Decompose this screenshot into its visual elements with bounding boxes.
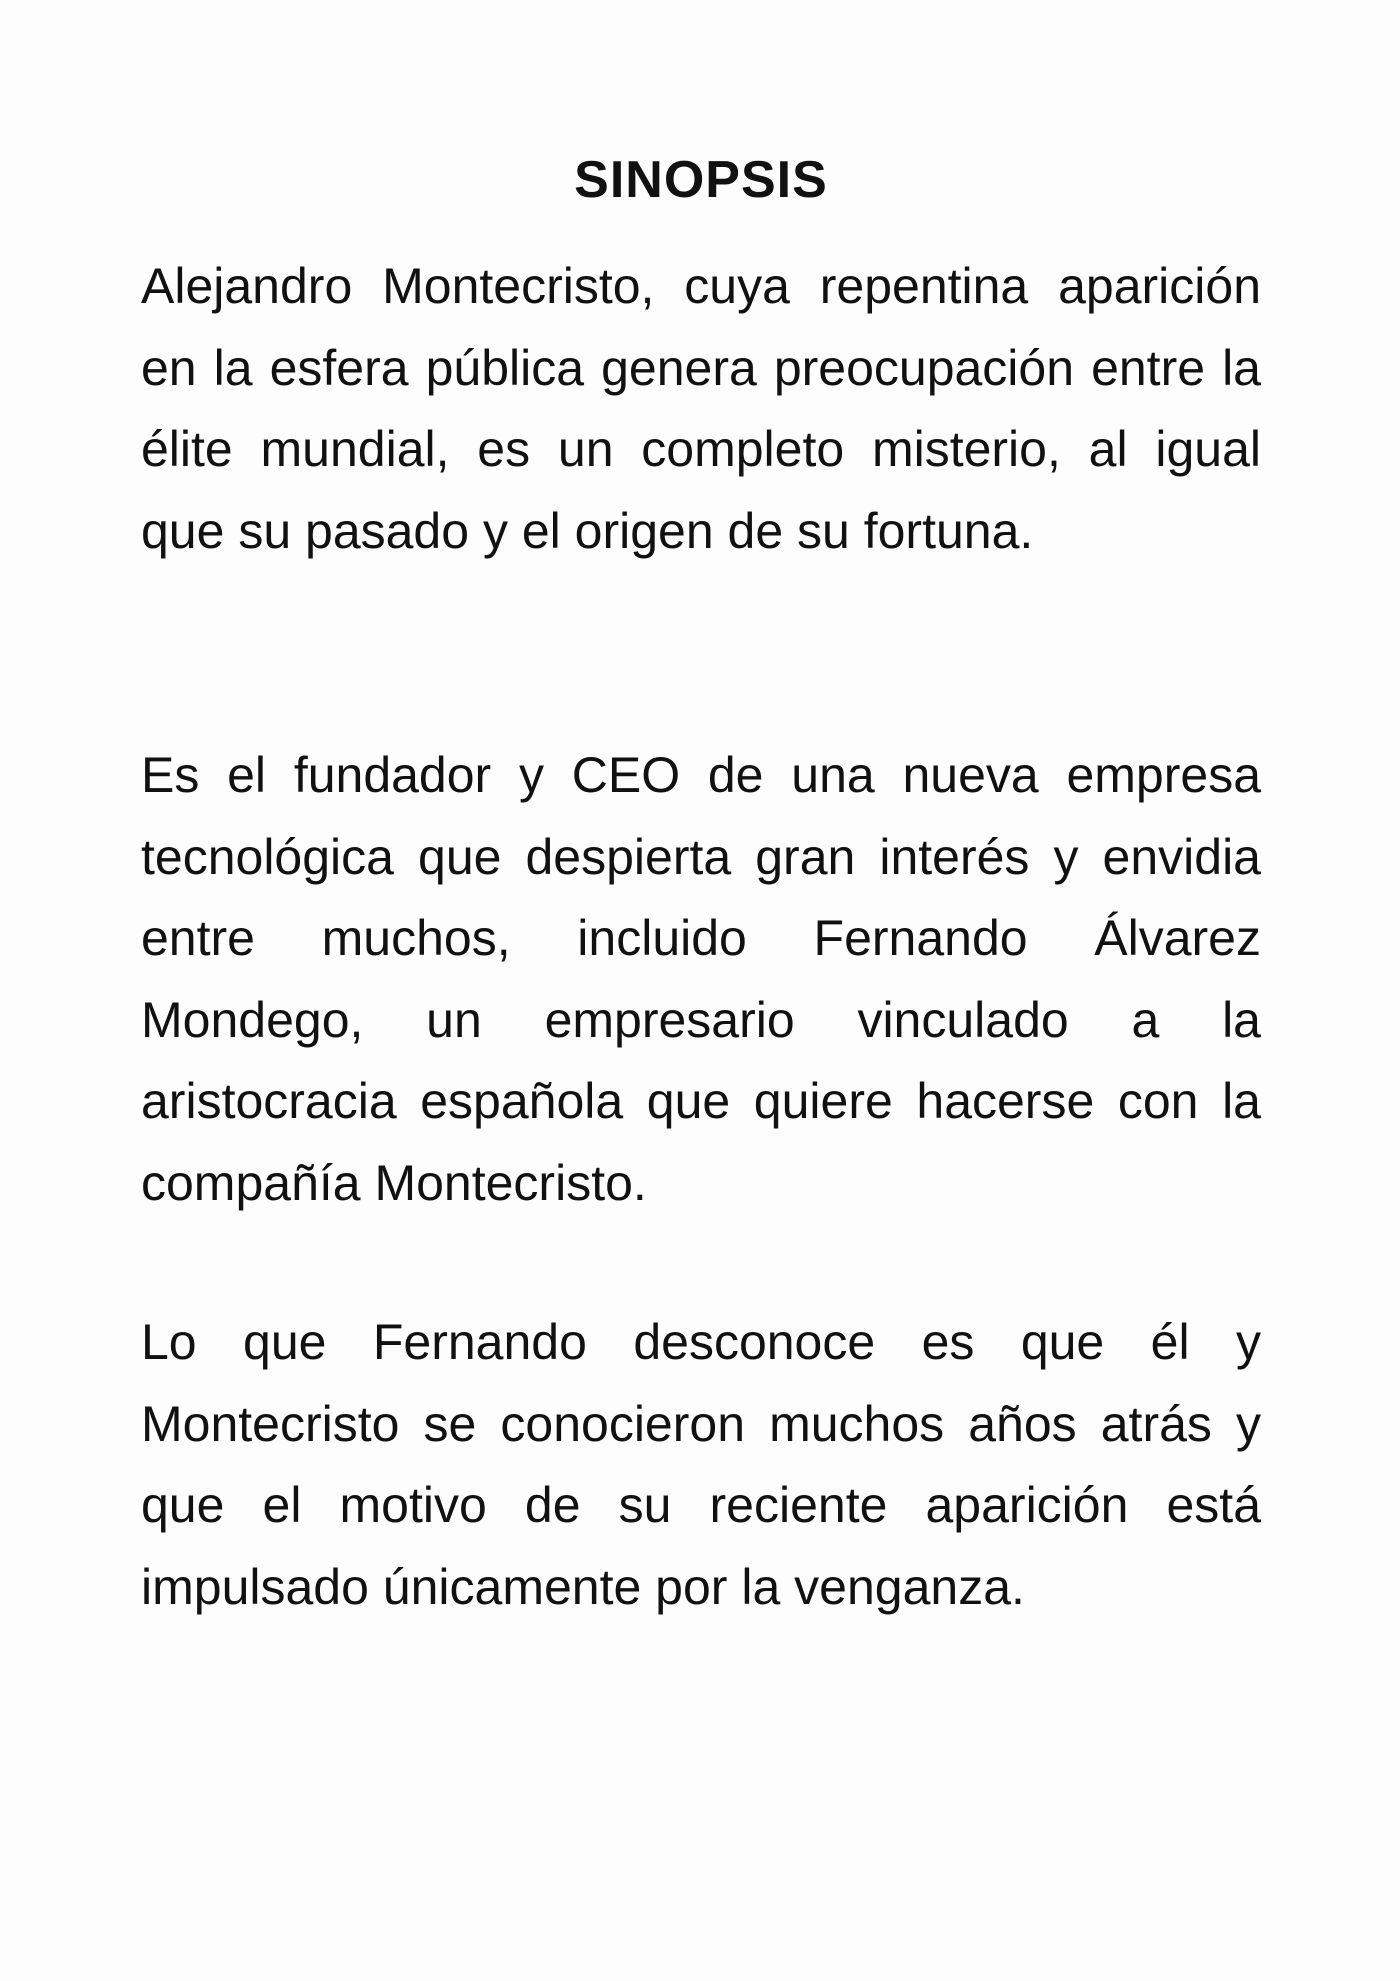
synopsis-paragraph-3: Lo que Fernando desconoce es que él y Montecristo se conocieron muchos años atrás y que el motivo de su reciente aparición está impulsado únicamente por la venganza. [141,1314,1261,1615]
document-title: SINOPSIS [574,151,828,209]
synopsis-paragraph-2: Es el fundador y CEO de una nueva empresa tecnológica que despierta gran interés y envidia entre muchos, incluido Fernando Álvarez Mondego, un empresario vinculado a la aristocracia española que quiere hacerse con la compañía Montecristo. [141,747,1261,1211]
synopsis-paragraph-1: Alejandro Montecristo, cuya repentina aparición en la esfera pública genera preocupación entre la élite mundial, es un completo misterio, al igual que su pasado y el origen de su fortuna. [141,258,1261,559]
